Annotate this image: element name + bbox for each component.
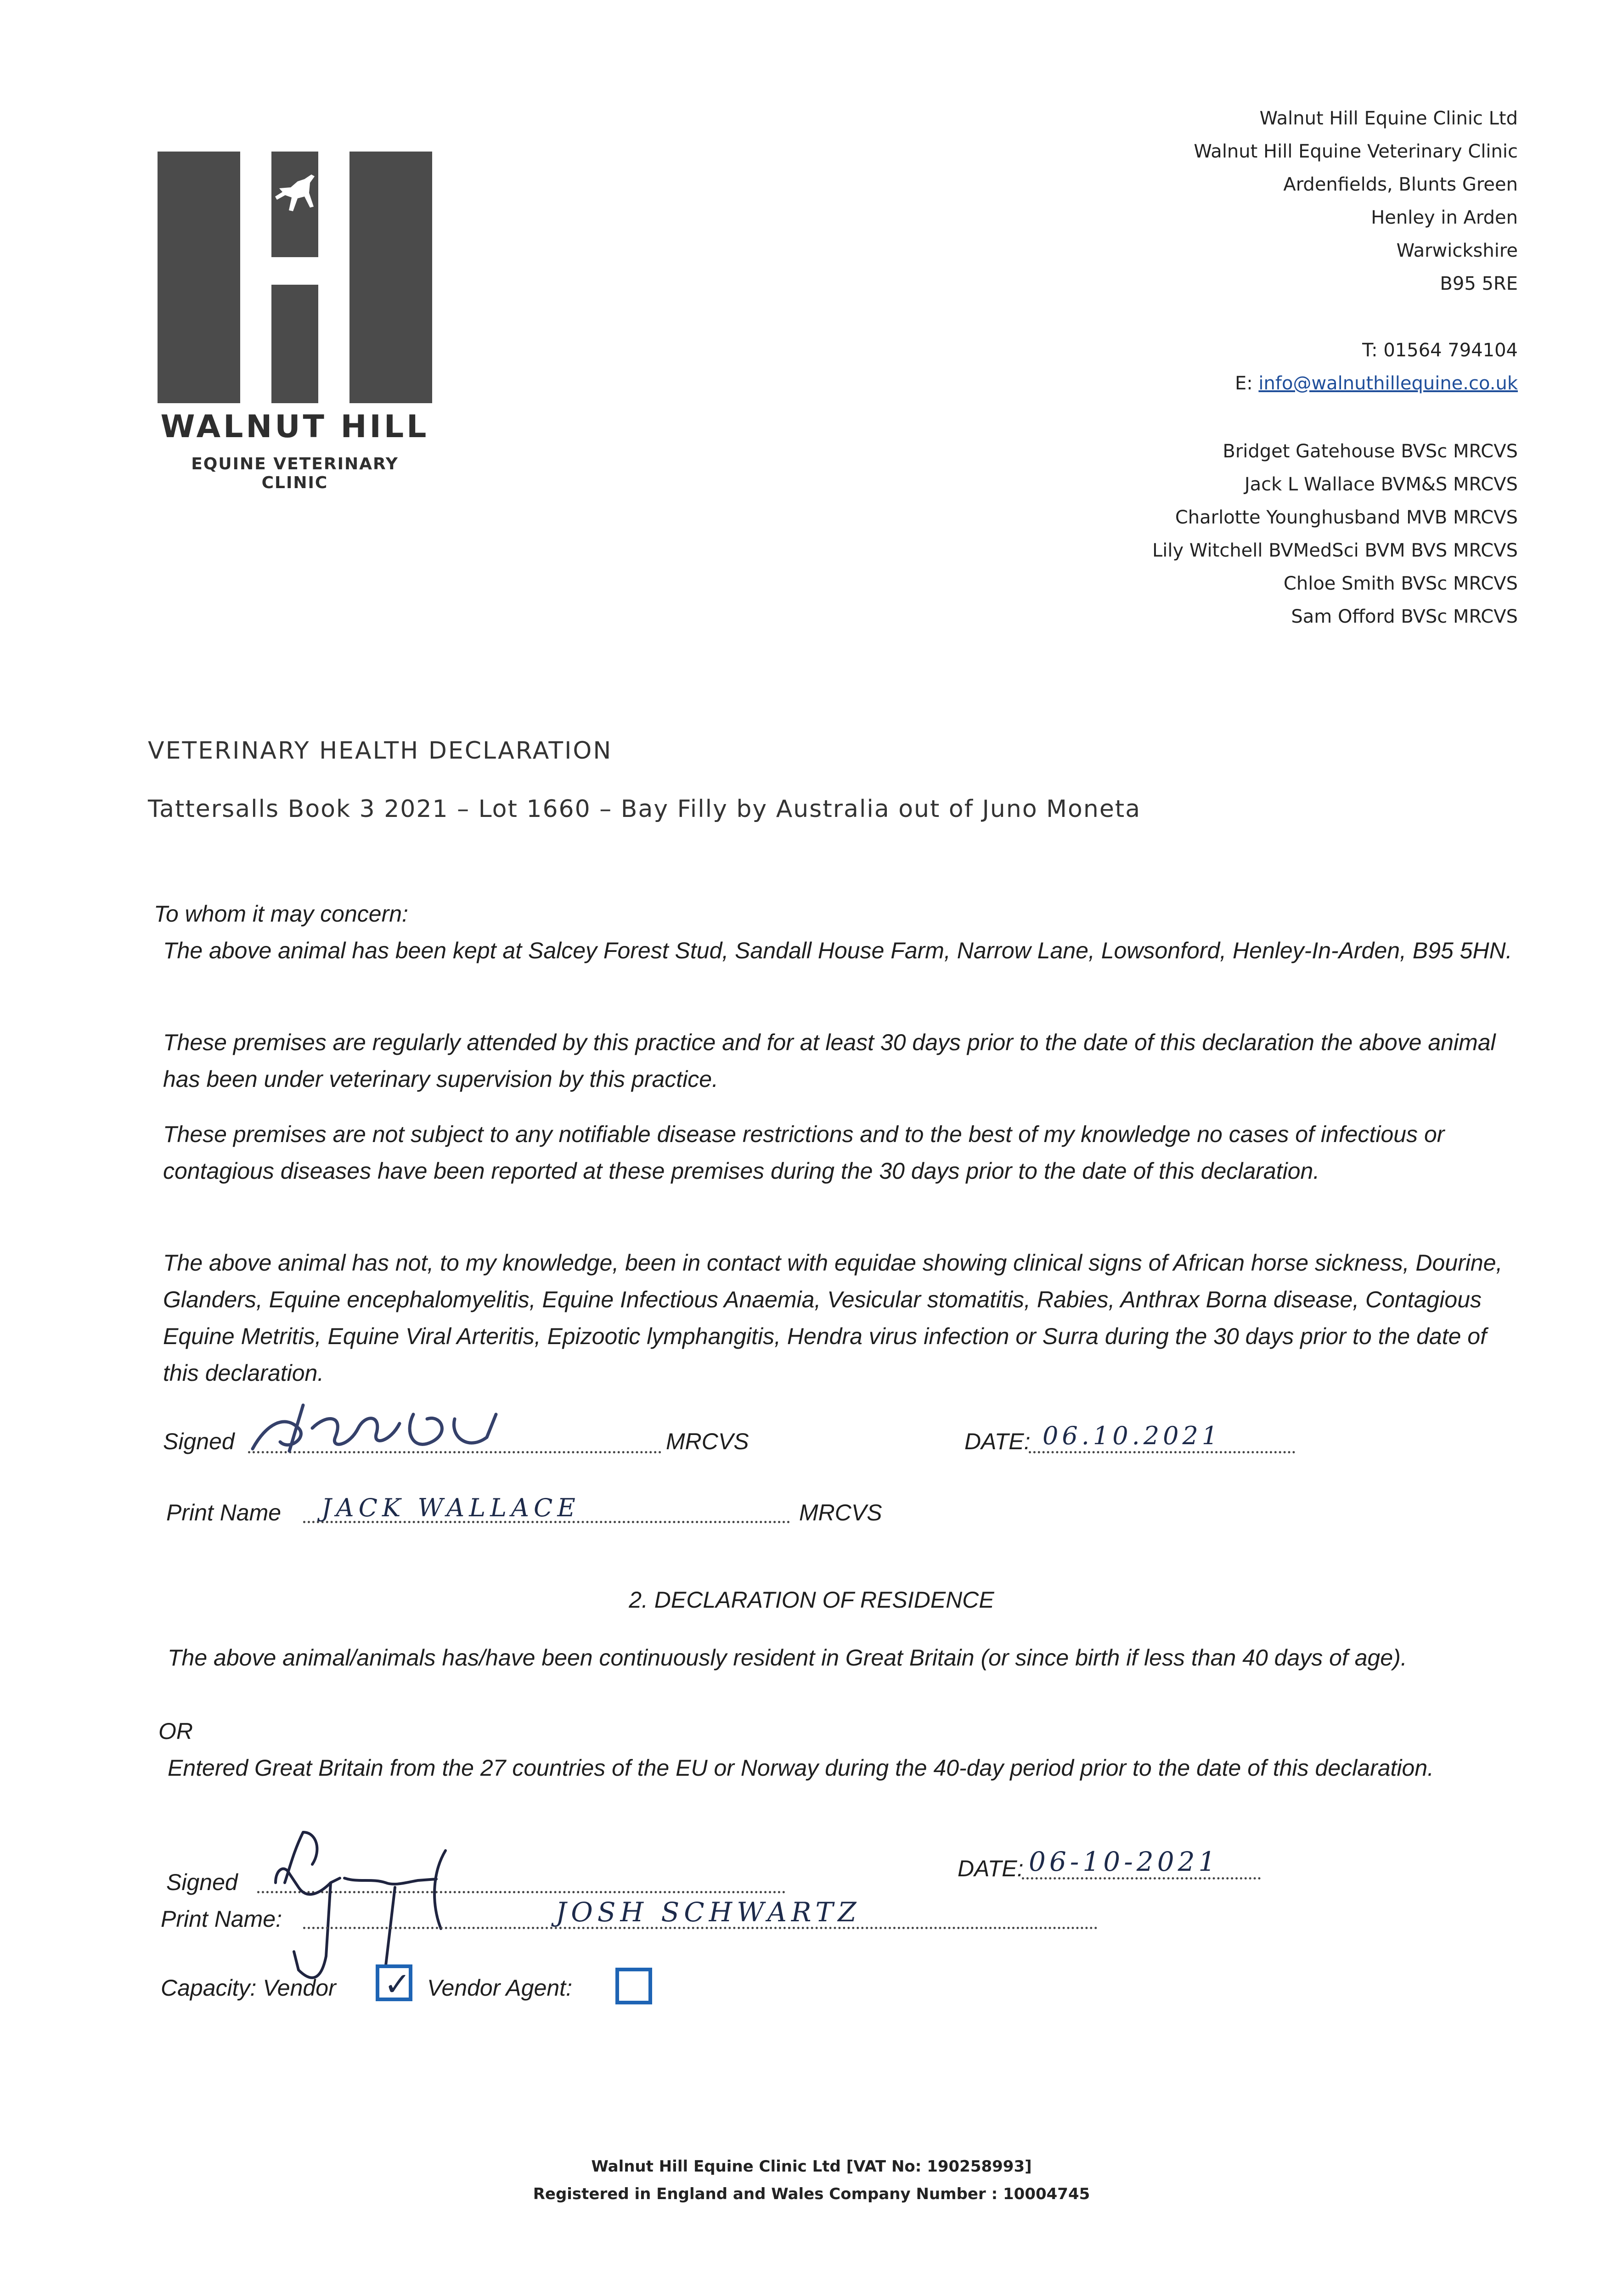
capacity-agent-label: Vendor Agent: [427, 1975, 572, 2001]
vendor-date-value: 06-10-2021 [1029, 1846, 1219, 1877]
vet-name: Sam Offord BVSc MRCVS [1291, 606, 1518, 627]
vendor-date-label: DATE: [958, 1856, 1024, 1881]
footer-company-vat: Walnut Hill Equine Clinic Ltd [VAT No: 190258993] [591, 2157, 1032, 2176]
email-line [1235, 373, 1518, 394]
vet-signature-icon [248, 1396, 597, 1460]
vendor-print-name-label: Print Name: [161, 1906, 282, 1932]
paragraph-supervision: These premises are regularly attended by this practice and for at least 30 days prior to the date of this declaration the above animal has been under veterinary supervision by this practice. [163, 1030, 1496, 1092]
or-label: OR [158, 1718, 193, 1744]
document-title: VETERINARY HEALTH DECLARATION [148, 737, 613, 765]
address-line: Warwickshire [1396, 240, 1518, 261]
vet-name: Chloe Smith BVSc MRCVS [1283, 573, 1518, 594]
salutation: To whom it may concern: [154, 901, 408, 927]
phone-number: T: 01564 794104 [1362, 340, 1518, 361]
print-name-label: Print Name [166, 1500, 282, 1525]
print-mrcvs: MRCVS [799, 1500, 882, 1525]
paragraph-contact-declaration: The above animal has not, to my knowledge, been in contact with equidae showing clinical signs of African horse sickness, Dourine, Glanders, Equine encephalomyelitis, Equine Infectious Anaemia, Vesicular stomatitis, Rabies, Anthrax Borna disease, Contagious Equine Metritis, Equine Viral Arteritis, Epizootic lymphangitis, Hendra virus infection or Surra during the 30 days prior to the date of this declaration. [163, 1250, 1503, 1386]
document-subtitle: Tattersalls Book 3 2021 – Lot 1660 – Bay Filly by Australia out of Juno Moneta [148, 795, 1141, 823]
address-line: Walnut Hill Equine Clinic Ltd [1259, 108, 1518, 129]
date-label: DATE: [964, 1429, 1031, 1454]
address-line: Henley in Arden [1371, 207, 1518, 228]
email-label: E: [1234, 373, 1259, 394]
vendor-agent-checkbox[interactable] [615, 1968, 652, 2004]
address-line: Walnut Hill Equine Veterinary Clinic [1194, 141, 1518, 162]
paragraph-entered-gb: Entered Great Britain from the 27 countries of the EU or Norway during the 40-day period prior to the date of this declaration. [168, 1755, 1434, 1781]
vet-print-name-value: JACK WALLACE [321, 1493, 580, 1522]
footer-registration: Registered in England and Wales Company Number : 10004745 [533, 2185, 1090, 2203]
paragraph-residence: The above animal/animals has/have been continuously resident in Great Britain (or since birth if less than 40 days of age). [168, 1645, 1407, 1671]
logo-letter-h-crossbar [240, 257, 349, 285]
paragraph-premises: The above animal has been kept at Salcey Forest Stud, Sandall House Farm, Narrow Lane, Lowsonford, Henley-In-Arden, B95 5HN. [163, 938, 1512, 963]
section-heading-residence: 2. DECLARATION OF RESIDENCE [629, 1587, 994, 1613]
email-link[interactable]: info@walnuthillequine.co.uk [1258, 373, 1518, 394]
paragraph-notifiable-disease: These premises are not subject to any notifiable disease restrictions and to the best of my knowledge no cases of infectious or contagious diseases have been reported at these premises during the 30 days prior to the date of this declaration. [163, 1121, 1445, 1184]
vendor-checkbox-tick: ✓ [384, 1965, 411, 2003]
vendor-checkbox[interactable] [376, 1964, 412, 2001]
vendor-date-line [1022, 1877, 1261, 1880]
vet-name: Jack L Wallace BVM&S MRCVS [1244, 474, 1518, 495]
address-postcode: B95 5RE [1440, 273, 1518, 294]
logo-subtitle: EQUINE VETERINARY CLINIC [191, 455, 399, 492]
vendor-signed-label: Signed [166, 1869, 238, 1895]
horse-icon [272, 170, 318, 225]
clinic-logo [158, 152, 432, 403]
capacity-vendor-label: Capacity: Vendor [161, 1975, 336, 2001]
vet-name: Charlotte Younghusband MVB MRCVS [1175, 507, 1518, 528]
date-line [1029, 1451, 1295, 1453]
vet-name: Bridget Gatehouse BVSc MRCVS [1223, 441, 1518, 462]
vendor-print-name-value: JOSH SCHWARTZ [556, 1896, 861, 1928]
vet-date-value: 06.10.2021 [1043, 1421, 1222, 1450]
signed-label: Signed [163, 1429, 235, 1454]
logo-title: WALNUT HILL [160, 409, 429, 445]
vet-name: Lily Witchell BVMedSci BVM BVS MRCVS [1152, 540, 1518, 561]
address-line: Ardenfields, Blunts Green [1283, 174, 1518, 195]
signed-mrcvs: MRCVS [666, 1429, 749, 1454]
